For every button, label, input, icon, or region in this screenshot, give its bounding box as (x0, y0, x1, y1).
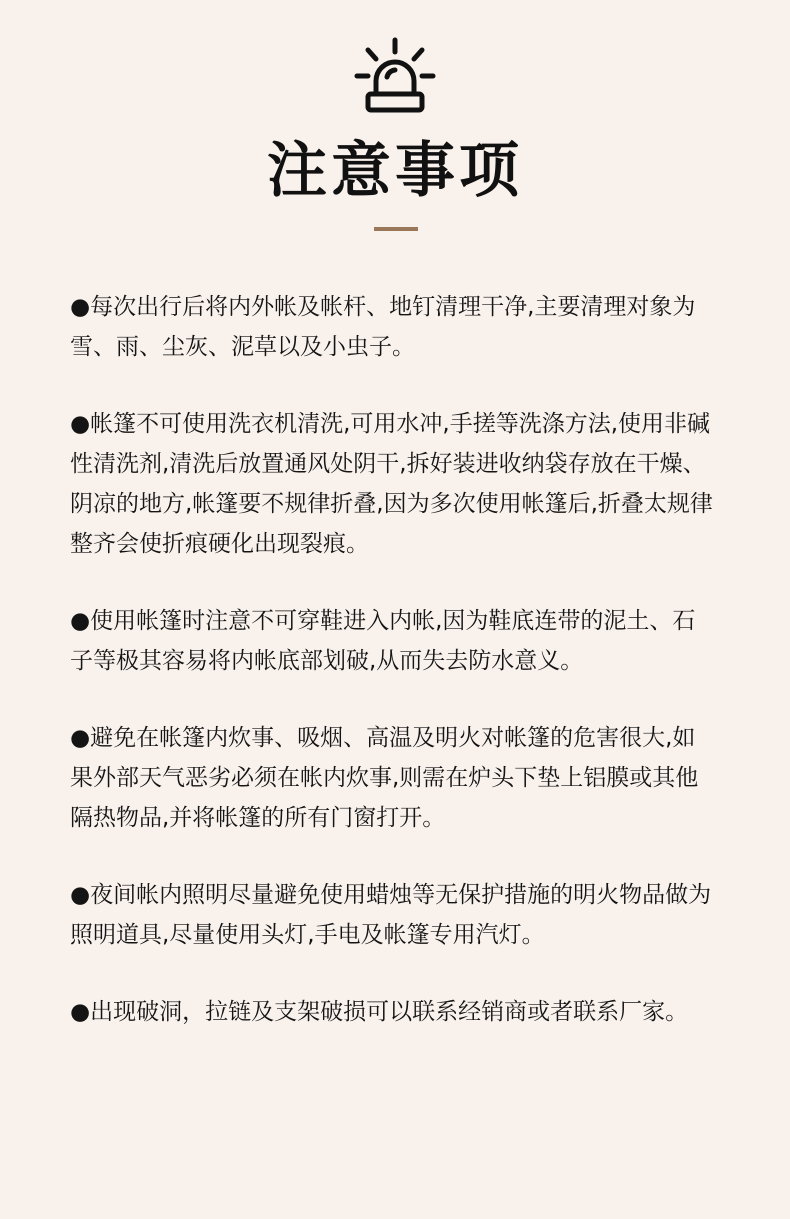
note-line: 果外部天气恶劣必须在帐内炊事,则需在炉头下垫上铝膜或其他 (70, 765, 699, 791)
note-line: ●避免在帐篷内炊事、吸烟、高温及明火对帐篷的危害很大,如 (70, 725, 696, 751)
note-line: ●每次出行后将内外帐及帐杆、地钉清理干净,主要清理对象为 (70, 294, 696, 320)
note-line: ●夜间帐内照明尽量避免使用蜡烛等无保护措施的明火物品做为 (70, 882, 712, 908)
note-item (70, 287, 730, 367)
note-item (70, 875, 730, 955)
note-line: 整齐会使折痕硬化出现裂痕。 (70, 531, 369, 557)
note-line: 隔热物品,并将帐篷的所有门窗打开。 (70, 805, 446, 831)
page-title: 注意事项 (267, 136, 523, 206)
note-line: ●出现破洞，拉链及支架破损可以联系经销商或者联系厂家。 (70, 999, 689, 1025)
note-line: ●帐篷不可使用洗衣机清洗,可用水冲,手搓等洗涤方法,使用非碱 (70, 411, 711, 437)
note-line: 性清洗剂,清洗后放置通风处阴干,拆好装进收纳袋存放在干燥、 (70, 451, 706, 477)
note-line: ●使用帐篷时注意不可穿鞋进入内帐,因为鞋底连带的泥土、石 (70, 608, 696, 634)
notes-list (70, 287, 730, 1069)
note-item (70, 992, 730, 1032)
note-line: 子等极其容易将内帐底部划破,从而失去防水意义。 (70, 648, 584, 674)
note-item (70, 718, 730, 838)
note-line: 阴凉的地方,帐篷要不规律折叠,因为多次使用帐篷后,折叠太规律 (70, 491, 713, 517)
title-divider (374, 227, 418, 231)
note-item (70, 601, 730, 681)
note-item (70, 404, 730, 564)
alarm-light-icon (354, 36, 436, 116)
note-line: 照明道具,尽量使用头灯,手电及帐篷专用汽灯。 (70, 922, 545, 948)
note-line: 雪、雨、尘灰、泥草以及小虫子。 (70, 334, 415, 360)
